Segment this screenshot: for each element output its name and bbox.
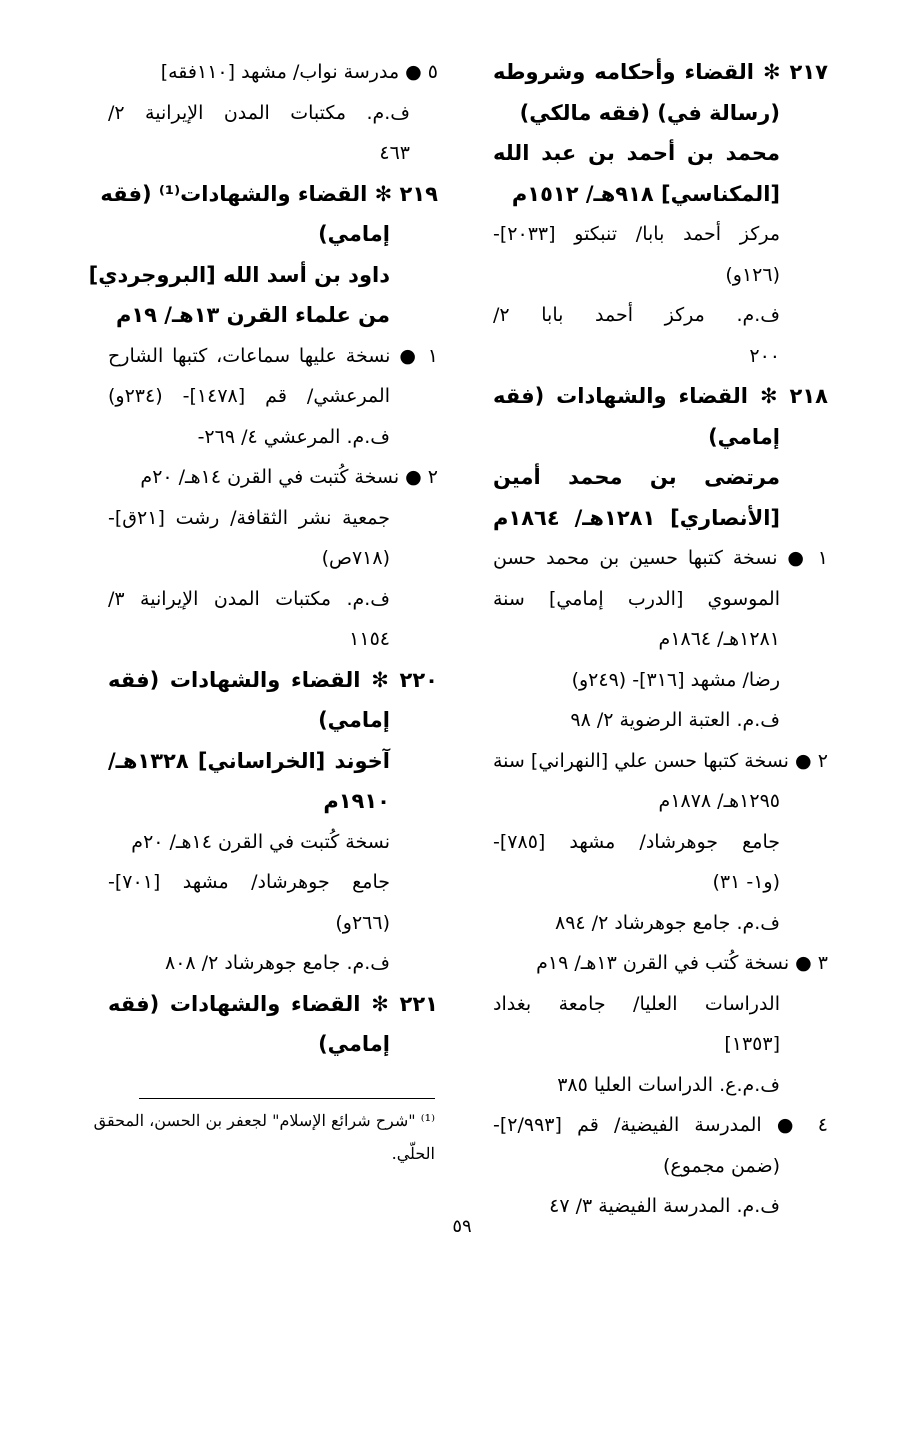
left-column-line: (٢٦٦و): [335, 911, 390, 934]
footnote: [93, 1104, 435, 1170]
right-column-line: الموسوي [الدرب إمامي] سنة: [493, 587, 780, 610]
right-column-line: ف.م.ع. الدراسات العليا ٣٨٥: [557, 1073, 780, 1096]
right-column: [493, 52, 828, 1227]
right-column-line: (رسالة في) (فقه مالكي): [519, 100, 780, 125]
right-column-line: [الأنصاري] ١٢٨١هـ/ ١٨٦٤م: [493, 505, 780, 530]
left-column-line: إمامي): [318, 1032, 390, 1056]
right-column-line: رضا/ مشهد [٣١٦]- (٢٤٩و): [571, 668, 780, 691]
right-column-line: جامع جوهرشاد/ مشهد [٧٨٥]-: [493, 830, 780, 853]
page-number: ٥٩: [452, 1216, 472, 1237]
left-column-line: ف.م. مكتبات المدن الإيرانية ٢/: [108, 101, 410, 124]
left-column-line: ٢٢١ ✻ القضاء والشهادات (فقه: [108, 991, 438, 1016]
right-column-line: محمد بن أحمد بن عبد الله: [493, 141, 780, 165]
right-column-line: مرتضى بن محمد أمين: [493, 465, 780, 489]
right-column-line: مركز أحمد بابا/ تنبكتو [٢٠٣٣]-: [493, 223, 780, 245]
footnote-line-2: الحلّي.: [391, 1144, 435, 1163]
left-column-line: ١١٥٤: [349, 628, 390, 650]
left-column-line: ٥ ● مدرسة نواب/ مشهد [١١٠فقه]: [160, 61, 438, 83]
right-column-line: ١ ● نسخة كتبها حسين بن محمد حسن: [493, 547, 828, 569]
right-column-line: ٢١٨ ✻ القضاء والشهادات (فقه: [493, 384, 828, 408]
left-column-line: المرعشي/ قم [١٤٧٨]- (٢٣٤و): [108, 385, 390, 407]
left-column-line: ٤٦٣: [379, 142, 410, 164]
left-column-line: ف.م. مكتبات المدن الإيرانية ٣/: [108, 587, 390, 610]
right-column-line: الدراسات العليا/ جامعة بغداد: [493, 992, 780, 1015]
footnote-line-1: ⁽¹⁾ "شرح شرائع الإسلام" لجعفر بن الحسن، المحقق: [93, 1111, 435, 1130]
right-column-line: ف.م. مركز أحمد بابا ٢/: [493, 304, 780, 326]
left-column-line: إمامي): [318, 708, 390, 732]
right-column-line: ٢١٧ ✻ القضاء وأحكامه وشروطه: [493, 60, 828, 84]
left-column-line: ف.م. جامع جوهرشاد ٢/ ٨٠٨: [164, 952, 390, 974]
left-column-line: جامع جوهرشاد/ مشهد [٧٠١]-: [108, 871, 390, 893]
left-column-line: ٢٢٠ ✻ القضاء والشهادات (فقه: [108, 667, 438, 692]
left-column-line: داود بن أسد الله [البروجردي]: [88, 262, 390, 287]
left-column-line: ٢١٩ ✻ القضاء والشهادات⁽¹⁾ (فقه: [100, 181, 438, 206]
right-column-line: ٤ ● المدرسة الفيضية/ قم [٢/٩٩٣]-: [493, 1114, 828, 1136]
right-column-line: (ضمن مجموع): [662, 1154, 780, 1177]
left-column: [88, 52, 438, 1065]
left-column-line: من علماء القرن ١٣هـ/ ١٩م: [115, 303, 390, 327]
right-column-line: [١٣٥٣]: [724, 1033, 780, 1055]
left-column-line: ١٩١٠م: [323, 789, 390, 813]
right-column-line: ١٢٨١هـ/ ١٨٦٤م: [658, 628, 780, 650]
left-column-line: إمامي): [318, 222, 390, 246]
left-column-line: ف.م. المرعشي ٤/ ٢٦٩-: [197, 425, 390, 448]
right-column-line: ف.م. العتبة الرضوية ٢/ ٩٨: [570, 709, 780, 731]
left-column-line: نسخة كُتبت في القرن ١٤هـ/ ٢٠م: [131, 830, 390, 853]
right-column-line: ٣ ● نسخة كُتب في القرن ١٣هـ/ ١٩م: [536, 952, 828, 974]
right-column-line: (١٢٦و): [725, 263, 780, 286]
left-column-line: آخوند [الخراساني] ١٣٢٨هـ/: [108, 748, 390, 773]
left-column-line: (٧١٨ص): [321, 547, 390, 569]
right-column-line: (و١- ٣١): [712, 871, 780, 893]
left-column-line: ٢ ● نسخة كُتبت في القرن ١٤هـ/ ٢٠م: [140, 466, 438, 488]
footnote-separator: [139, 1098, 435, 1099]
right-column-line: [المكناسي] ٩١٨هـ/ ١٥١٢م: [511, 181, 780, 206]
right-column-line: ٢ ● نسخة كتبها حسن علي [النهراني] سنة: [493, 749, 828, 772]
right-column-line: ف.م. جامع جوهرشاد ٢/ ٨٩٤: [554, 911, 780, 934]
right-column-line: ١٢٩٥هـ/ ١٨٧٨م: [658, 790, 780, 812]
right-column-line: ٢٠٠: [749, 344, 780, 367]
left-column-line: جمعية نشر الثقافة/ رشت [٢١ق]-: [108, 506, 390, 529]
right-column-line: ف.م. المدرسة الفيضية ٣/ ٤٧: [549, 1195, 780, 1217]
right-column-line: إمامي): [708, 424, 780, 449]
left-column-line: ١ ● نسخة عليها سماعات، كتبها الشارح: [108, 344, 438, 367]
